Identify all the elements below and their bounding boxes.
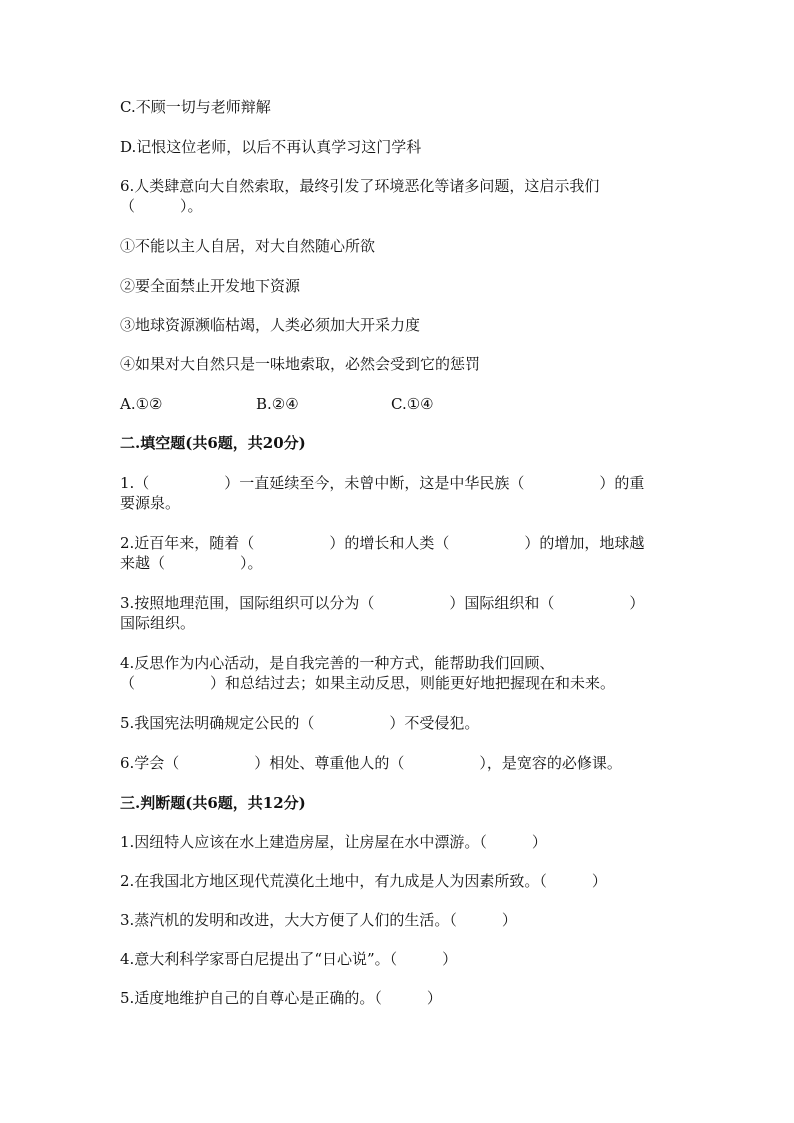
fill-item-2: 2.近百年来，随着（ ）的增长和人类（ ）的增加，地球越 xyxy=(120,534,645,552)
section-3-heading: 三.判断题(共6题，共12分) xyxy=(120,794,306,812)
option-d: D.记恨这位老师，以后不再认真学习这门学科 xyxy=(120,138,422,156)
section-2-heading: 二.填空题(共6题，共20分) xyxy=(120,434,306,452)
option-c: C.不顾一切与老师辩解 xyxy=(120,98,271,116)
option-c-2: C.①④ xyxy=(391,395,434,413)
judge-item-5: 5.适度地维护自己的自尊心是正确的。（ ） xyxy=(120,989,442,1007)
judge-item-3: 3.蒸汽机的发明和改进，大大方便了人们的生活。（ ） xyxy=(120,911,517,929)
question-6-stem-cont: （ ）。 xyxy=(120,197,203,215)
fill-item-4-cont: （ ）和总结过去；如果主动反思，则能更好地把握现在和未来。 xyxy=(120,674,616,692)
fill-item-3: 3.按照地理范围，国际组织可以分为（ ）国际组织和（ ） xyxy=(120,594,645,612)
statement-4: ④如果对大自然只是一味地索取，必然会受到它的惩罚 xyxy=(120,355,481,373)
option-b: B.②④ xyxy=(256,395,299,413)
statement-1: ①不能以主人自居，对大自然随心所欲 xyxy=(120,237,376,255)
fill-item-4: 4.反思作为内心活动，是自我完善的一种方式，能帮助我们回顾、 xyxy=(120,654,555,672)
fill-item-6: 6.学会（ ）相处、尊重他人的（ ），是宽容的必修课。 xyxy=(120,754,622,772)
judge-item-2: 2.在我国北方地区现代荒漠化土地中，有九成是人为因素所致。（ ） xyxy=(120,872,607,890)
fill-item-1: 1.（ ）一直延续至今，未曾中断，这是中华民族（ ）的重 xyxy=(120,474,645,492)
judge-item-4: 4.意大利科学家哥白尼提出了“日心说”。（ ） xyxy=(120,950,458,968)
statement-3: ③地球资源濒临枯竭，人类必须加大开采力度 xyxy=(120,316,421,334)
fill-item-3-cont: 国际组织。 xyxy=(120,614,196,632)
question-6-stem: 6.人类肆意向大自然索取，最终引发了环境恶化等诸多问题，这启示我们 xyxy=(120,177,600,195)
judge-item-1: 1.因纽特人应该在水上建造房屋，让房屋在水中漂游。（ ） xyxy=(120,833,547,851)
fill-item-2-cont: 来越（ ）。 xyxy=(120,554,263,572)
fill-item-1-cont: 要源泉。 xyxy=(120,494,181,512)
option-a: A.①② xyxy=(120,395,163,413)
statement-2: ②要全面禁止开发地下资源 xyxy=(120,277,301,295)
fill-item-5: 5.我国宪法明确规定公民的（ ）不受侵犯。 xyxy=(120,714,480,732)
